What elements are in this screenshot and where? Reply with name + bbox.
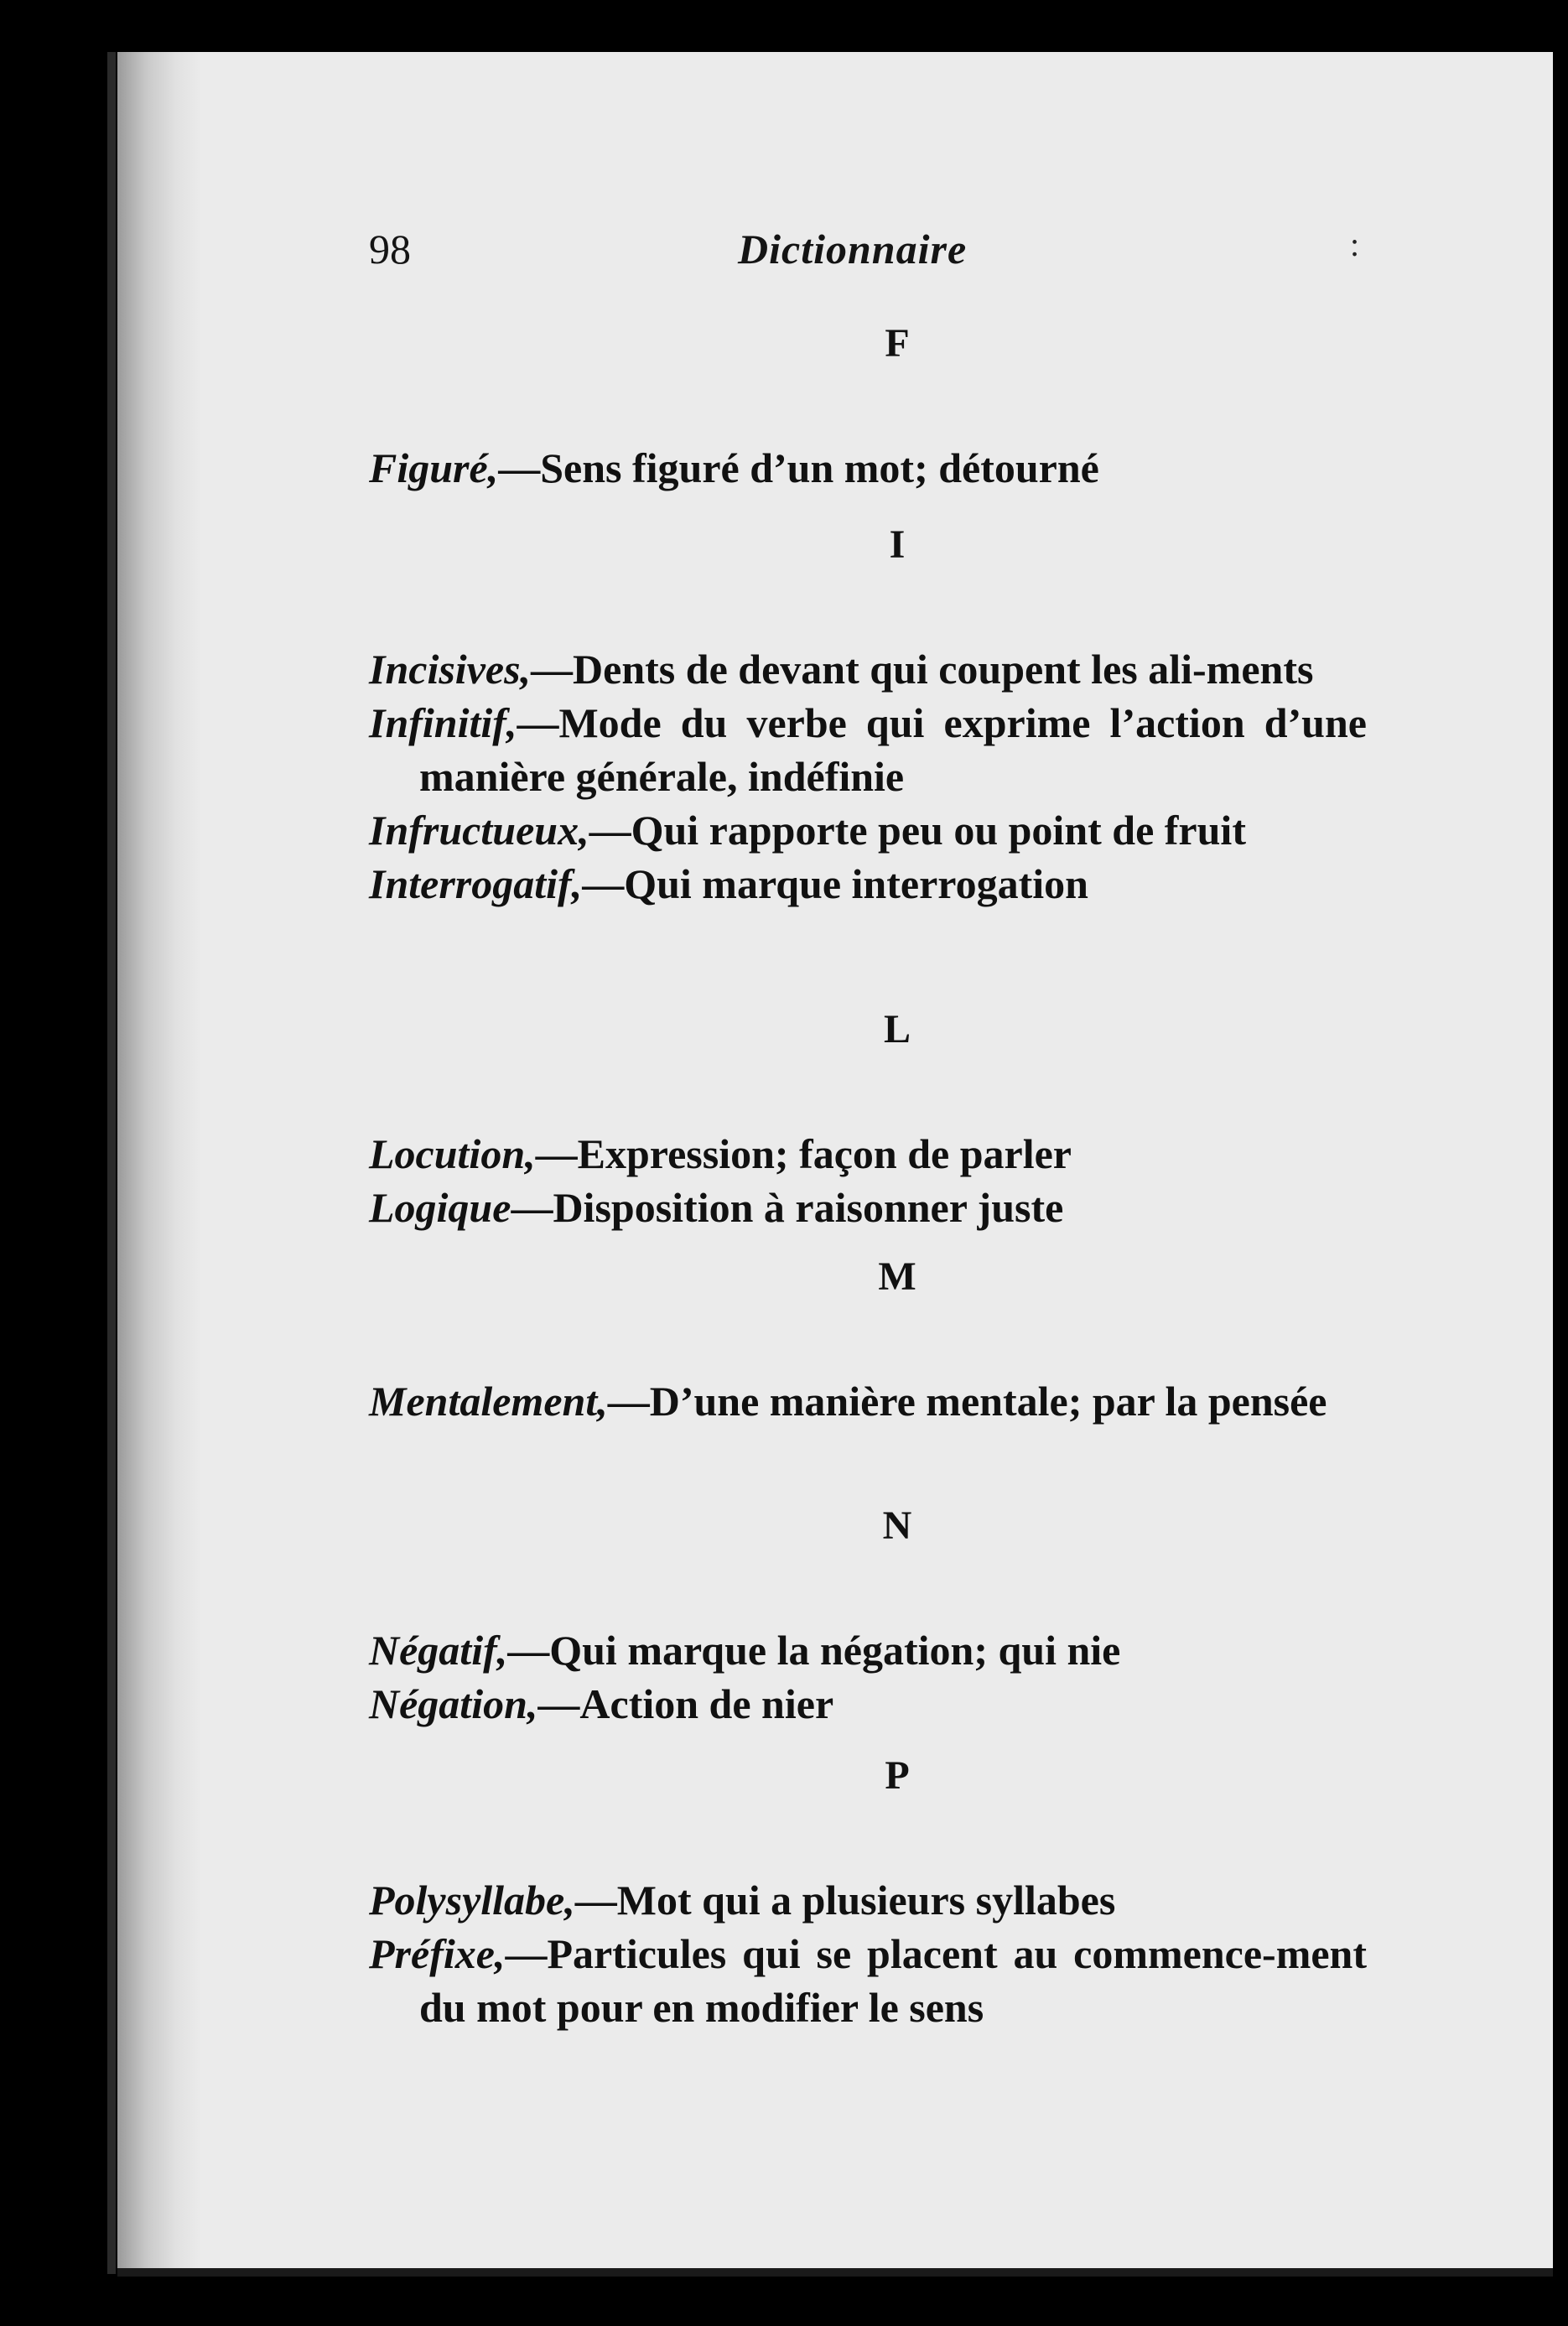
glossary-entry (369, 857, 1367, 911)
entry-term: Polysyllabe, (369, 1877, 575, 1924)
glossary-entry (369, 642, 1367, 696)
entry-term: Préfixe, (369, 1930, 506, 1977)
section-letter: L (883, 1007, 911, 1051)
page-bottom-edge (117, 2268, 1553, 2277)
entry-definition: —Expression; façon de parler (535, 1130, 1072, 1177)
glossary-entry (369, 1623, 1367, 1677)
entry-list (369, 642, 1367, 911)
section-letter: M (878, 1254, 916, 1299)
entry-definition: —Qui rapporte peu ou point de fruit (589, 807, 1246, 854)
section-letter: P (885, 1753, 910, 1798)
entry-list (369, 1127, 1367, 1234)
entry-definition: —Disposition à raisonner juste (511, 1184, 1064, 1231)
entry-term: Interrogatif, (369, 860, 583, 907)
entry-term: Incisives, (369, 646, 532, 693)
section-m (369, 1252, 1367, 1428)
section-i (369, 520, 1367, 911)
glossary-entry (369, 803, 1367, 857)
page-gutter (117, 52, 201, 2274)
section-n (369, 1501, 1367, 1731)
entry-list (369, 1873, 1367, 2034)
entry-list (369, 441, 1367, 495)
entry-definition: —Mode du verbe qui exprime l’action d’une manière générale, indéfinie (419, 699, 1367, 800)
entry-term: Négation, (369, 1680, 538, 1727)
glossary-entry (369, 1873, 1367, 1927)
entry-definition: —Dents de devant qui coupent les ali-ments (531, 646, 1314, 693)
section-letter: F (885, 321, 910, 366)
entry-term: Mentalement, (369, 1378, 608, 1425)
glossary-entry (369, 1181, 1367, 1234)
entry-definition: —Action de nier (537, 1680, 834, 1727)
glossary-entry (369, 1927, 1367, 2034)
section-f (369, 319, 1367, 495)
entry-list (369, 1623, 1367, 1731)
entry-term: Infructueux, (369, 807, 589, 854)
glossary-entry (369, 1677, 1367, 1731)
entry-definition: —Qui marque interrogation (582, 860, 1088, 907)
glossary-entry (369, 441, 1367, 495)
running-head (369, 225, 1375, 283)
running-title: Dictionnaire (738, 226, 968, 273)
section-letter: I (889, 522, 906, 567)
entry-definition: —Qui marque la négation; qui nie (507, 1627, 1121, 1674)
glossary-entry (369, 1374, 1367, 1428)
entry-list (369, 1374, 1367, 1428)
entry-term: Négatif, (369, 1627, 508, 1674)
page-number: 98 (369, 226, 411, 273)
entry-definition: —Mot qui a plusieurs syllabes (574, 1877, 1116, 1924)
glossary-entry (369, 1127, 1367, 1181)
section-letter: N (882, 1503, 912, 1548)
entry-term: Locution, (369, 1130, 536, 1177)
entry-term: Infinitif, (369, 699, 517, 746)
entry-term: Logique (369, 1184, 511, 1231)
section-l (369, 1005, 1367, 1234)
entry-definition: —D’une manière mentale; par la pensée (607, 1378, 1327, 1425)
glossary-entry (369, 696, 1367, 803)
header-mark: : (1350, 226, 1360, 263)
entry-term: Figuré, (369, 444, 499, 491)
entry-definition: —Particules qui se placent au commence-ment du mot pour en modifier le sens (419, 1930, 1367, 2031)
spine-edge (107, 52, 116, 2274)
entry-definition: —Sens figuré d’un mot; détourné (498, 444, 1099, 491)
section-p (369, 1751, 1367, 2034)
